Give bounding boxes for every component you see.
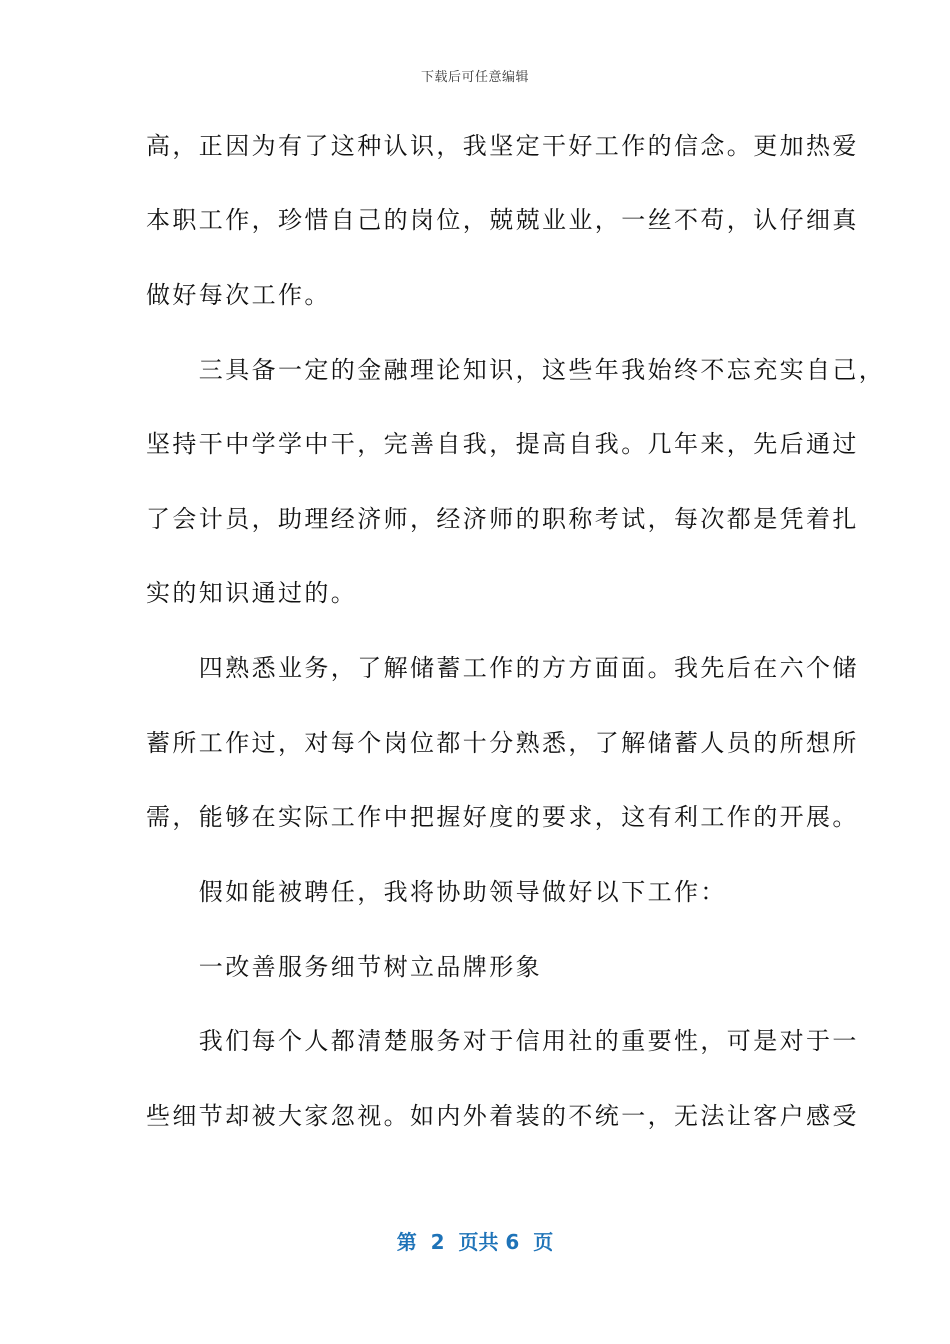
text-line: 些细节却被大家忽视。如内外着装的不统一，无法让客户感受: [146, 1102, 859, 1130]
text-line: 四熟悉业务，了解储蓄工作的方方面面。我先后在六个储: [146, 654, 859, 682]
page-header: 下载后可任意编辑: [420, 70, 529, 85]
text-line: 实的知识通过的。: [146, 579, 358, 607]
text-line: 我们每个人都清楚服务对于信用社的重要性，可是对于一: [146, 1027, 859, 1055]
text-line: 了会计员，助理经济师，经济师的职称考试，每次都是凭着扎: [146, 505, 859, 533]
text-line: 高，正因为有了这种认识，我坚定干好工作的信念。更加热爱: [146, 132, 859, 160]
text-line: 三具备一定的金融理论知识，这些年我始终不忘充实自己，: [146, 356, 886, 384]
text-line: 假如能被聘任，我将协助领导做好以下工作：: [146, 878, 727, 906]
text-line: 一改善服务细节树立品牌形象: [146, 953, 542, 981]
text-line: 需，能够在实际工作中把握好度的要求，这有利工作的开展。: [146, 803, 859, 831]
text-line: 本职工作，珍惜自己的岗位，兢兢业业，一丝不苟，认仔细真: [146, 206, 859, 234]
text-line: 蓄所工作过，对每个岗位都十分熟悉，了解储蓄人员的所想所: [146, 729, 859, 757]
text-line: 坚持干中学学中干，完善自我，提高自我。几年来，先后通过: [146, 430, 859, 458]
text-line: 做好每次工作。: [146, 281, 331, 309]
page-number-footer: 第 2 页共 6 页: [396, 1230, 554, 1254]
